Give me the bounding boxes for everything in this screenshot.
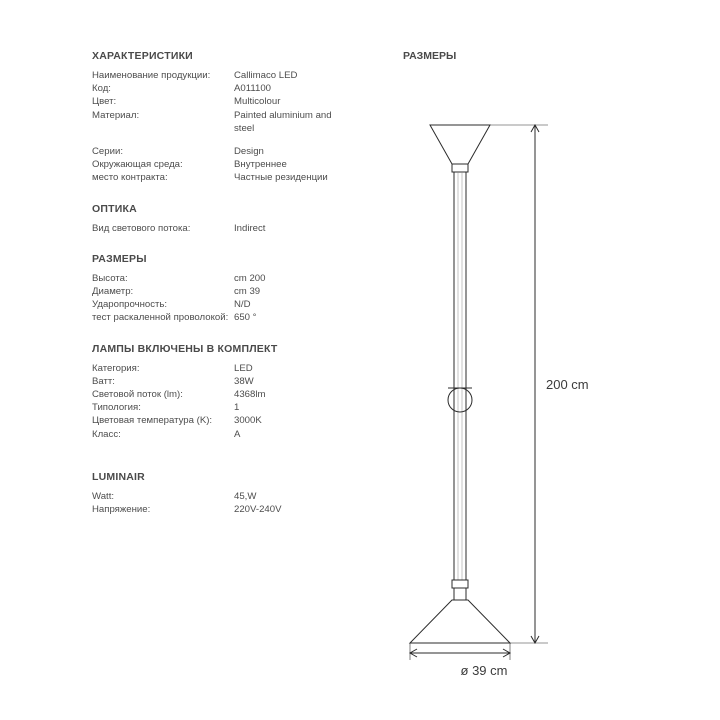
spec-label: Типология: bbox=[92, 402, 141, 414]
height-dimension-line bbox=[490, 125, 548, 643]
spec-label: Ватт: bbox=[92, 375, 115, 387]
rows-optics bbox=[92, 222, 352, 235]
rows-dimensions bbox=[92, 272, 352, 325]
spec-label: Наименование продукции: bbox=[92, 70, 211, 81]
spec-label: тест раскаленной проволокой: bbox=[92, 312, 229, 324]
spec-label: Световой поток (lm): bbox=[92, 389, 183, 401]
section-luminair bbox=[92, 471, 352, 516]
spec-value: 1 bbox=[234, 402, 240, 414]
spec-row bbox=[92, 285, 352, 298]
spec-row bbox=[92, 311, 352, 324]
spec-value: 45,W bbox=[234, 490, 257, 502]
spec-label: Напряжение: bbox=[92, 504, 151, 516]
top-shade-icon bbox=[430, 125, 490, 164]
spec-label: Категория: bbox=[92, 362, 140, 374]
spec-value: 650 ° bbox=[234, 312, 257, 324]
spec-row bbox=[92, 82, 352, 95]
spec-row bbox=[92, 272, 352, 285]
product-technical-drawing bbox=[380, 100, 660, 680]
spec-label: Класс: bbox=[92, 428, 121, 440]
spec-value: A bbox=[234, 428, 241, 440]
section-characteristics bbox=[92, 50, 352, 185]
spec-value: 4368lm bbox=[234, 389, 266, 401]
spec-label: Ударопрочность: bbox=[92, 299, 168, 311]
spec-value: N/D bbox=[234, 299, 251, 311]
spec-row bbox=[92, 69, 352, 82]
spec-row bbox=[92, 490, 352, 503]
spec-value: 3000K bbox=[234, 415, 262, 427]
spec-row bbox=[92, 401, 352, 414]
spec-label: Цветовая температура (K): bbox=[92, 415, 213, 427]
spec-value: Частные резиденции bbox=[234, 172, 328, 184]
spec-value: cm 200 bbox=[234, 272, 266, 284]
section-title-optics: ОПТИКА bbox=[92, 202, 137, 215]
spec-row bbox=[92, 158, 352, 171]
spec-value: 38W bbox=[234, 375, 254, 387]
spec-row bbox=[92, 388, 352, 401]
spec-row bbox=[92, 375, 352, 388]
diameter-dimension-label: ø 39 cm bbox=[460, 663, 508, 678]
rows-characteristics bbox=[92, 69, 352, 185]
specifications-column bbox=[92, 50, 352, 534]
spec-row bbox=[92, 95, 352, 108]
drawing-section-title: РАЗМЕРЫ bbox=[403, 50, 457, 62]
spec-row bbox=[92, 503, 352, 516]
section-title-lamps-included: ЛАМПЫ ВКЛЮЧЕНЫ В КОМПЛЕКТ bbox=[92, 342, 278, 355]
dimmer-knob-icon bbox=[448, 388, 472, 412]
spec-label: Окружающая среда: bbox=[92, 159, 183, 171]
diameter-dimension-line bbox=[410, 643, 510, 660]
spec-row bbox=[92, 222, 352, 235]
spec-label: Материал: bbox=[92, 109, 140, 121]
spec-value: Painted aluminium and steel bbox=[234, 109, 332, 134]
spec-row bbox=[92, 362, 352, 375]
rows-luminair bbox=[92, 490, 352, 516]
spec-value: 220V-240V bbox=[234, 504, 282, 516]
section-optics bbox=[92, 203, 352, 235]
spec-row bbox=[92, 428, 352, 441]
section-title-dimensions: РАЗМЕРЫ bbox=[92, 252, 147, 265]
section-title-luminair: LUMINAIR bbox=[92, 470, 145, 483]
spec-row bbox=[92, 414, 352, 427]
section-lamps-included bbox=[92, 343, 352, 441]
spec-value: Design bbox=[234, 146, 264, 158]
spec-label: Watt: bbox=[92, 490, 115, 502]
spec-label: место контракта: bbox=[92, 172, 168, 184]
spec-value: Indirect bbox=[234, 222, 266, 234]
spec-row bbox=[92, 171, 352, 184]
height-dimension-label: 200 cm bbox=[546, 377, 589, 392]
stem-icon bbox=[454, 172, 466, 580]
spec-row bbox=[92, 109, 352, 135]
spec-value: Callimaco LED bbox=[234, 70, 298, 81]
spec-value: Внутреннее bbox=[234, 159, 287, 171]
spec-value: LED bbox=[234, 362, 253, 374]
section-dimensions bbox=[92, 253, 352, 325]
spec-value: A011100 bbox=[234, 83, 271, 95]
section-title-characteristics: ХАРАКТЕРИСТИКИ bbox=[92, 50, 193, 62]
spec-row bbox=[92, 145, 352, 158]
lower-collar-icon bbox=[452, 580, 468, 600]
base-cone-icon bbox=[410, 600, 510, 643]
spec-label: Код: bbox=[92, 83, 111, 95]
spec-value: Multicolour bbox=[234, 96, 281, 108]
spec-value: cm 39 bbox=[234, 286, 261, 298]
spec-label: Диаметр: bbox=[92, 286, 134, 298]
spec-row bbox=[92, 298, 352, 311]
spec-label: Серии: bbox=[92, 146, 123, 158]
spec-label: Высота: bbox=[92, 272, 128, 284]
rows-lamps-included bbox=[92, 362, 352, 441]
upper-collar-icon bbox=[452, 164, 468, 172]
spec-label: Вид светового потока: bbox=[92, 222, 191, 234]
spec-label: Цвет: bbox=[92, 96, 117, 108]
